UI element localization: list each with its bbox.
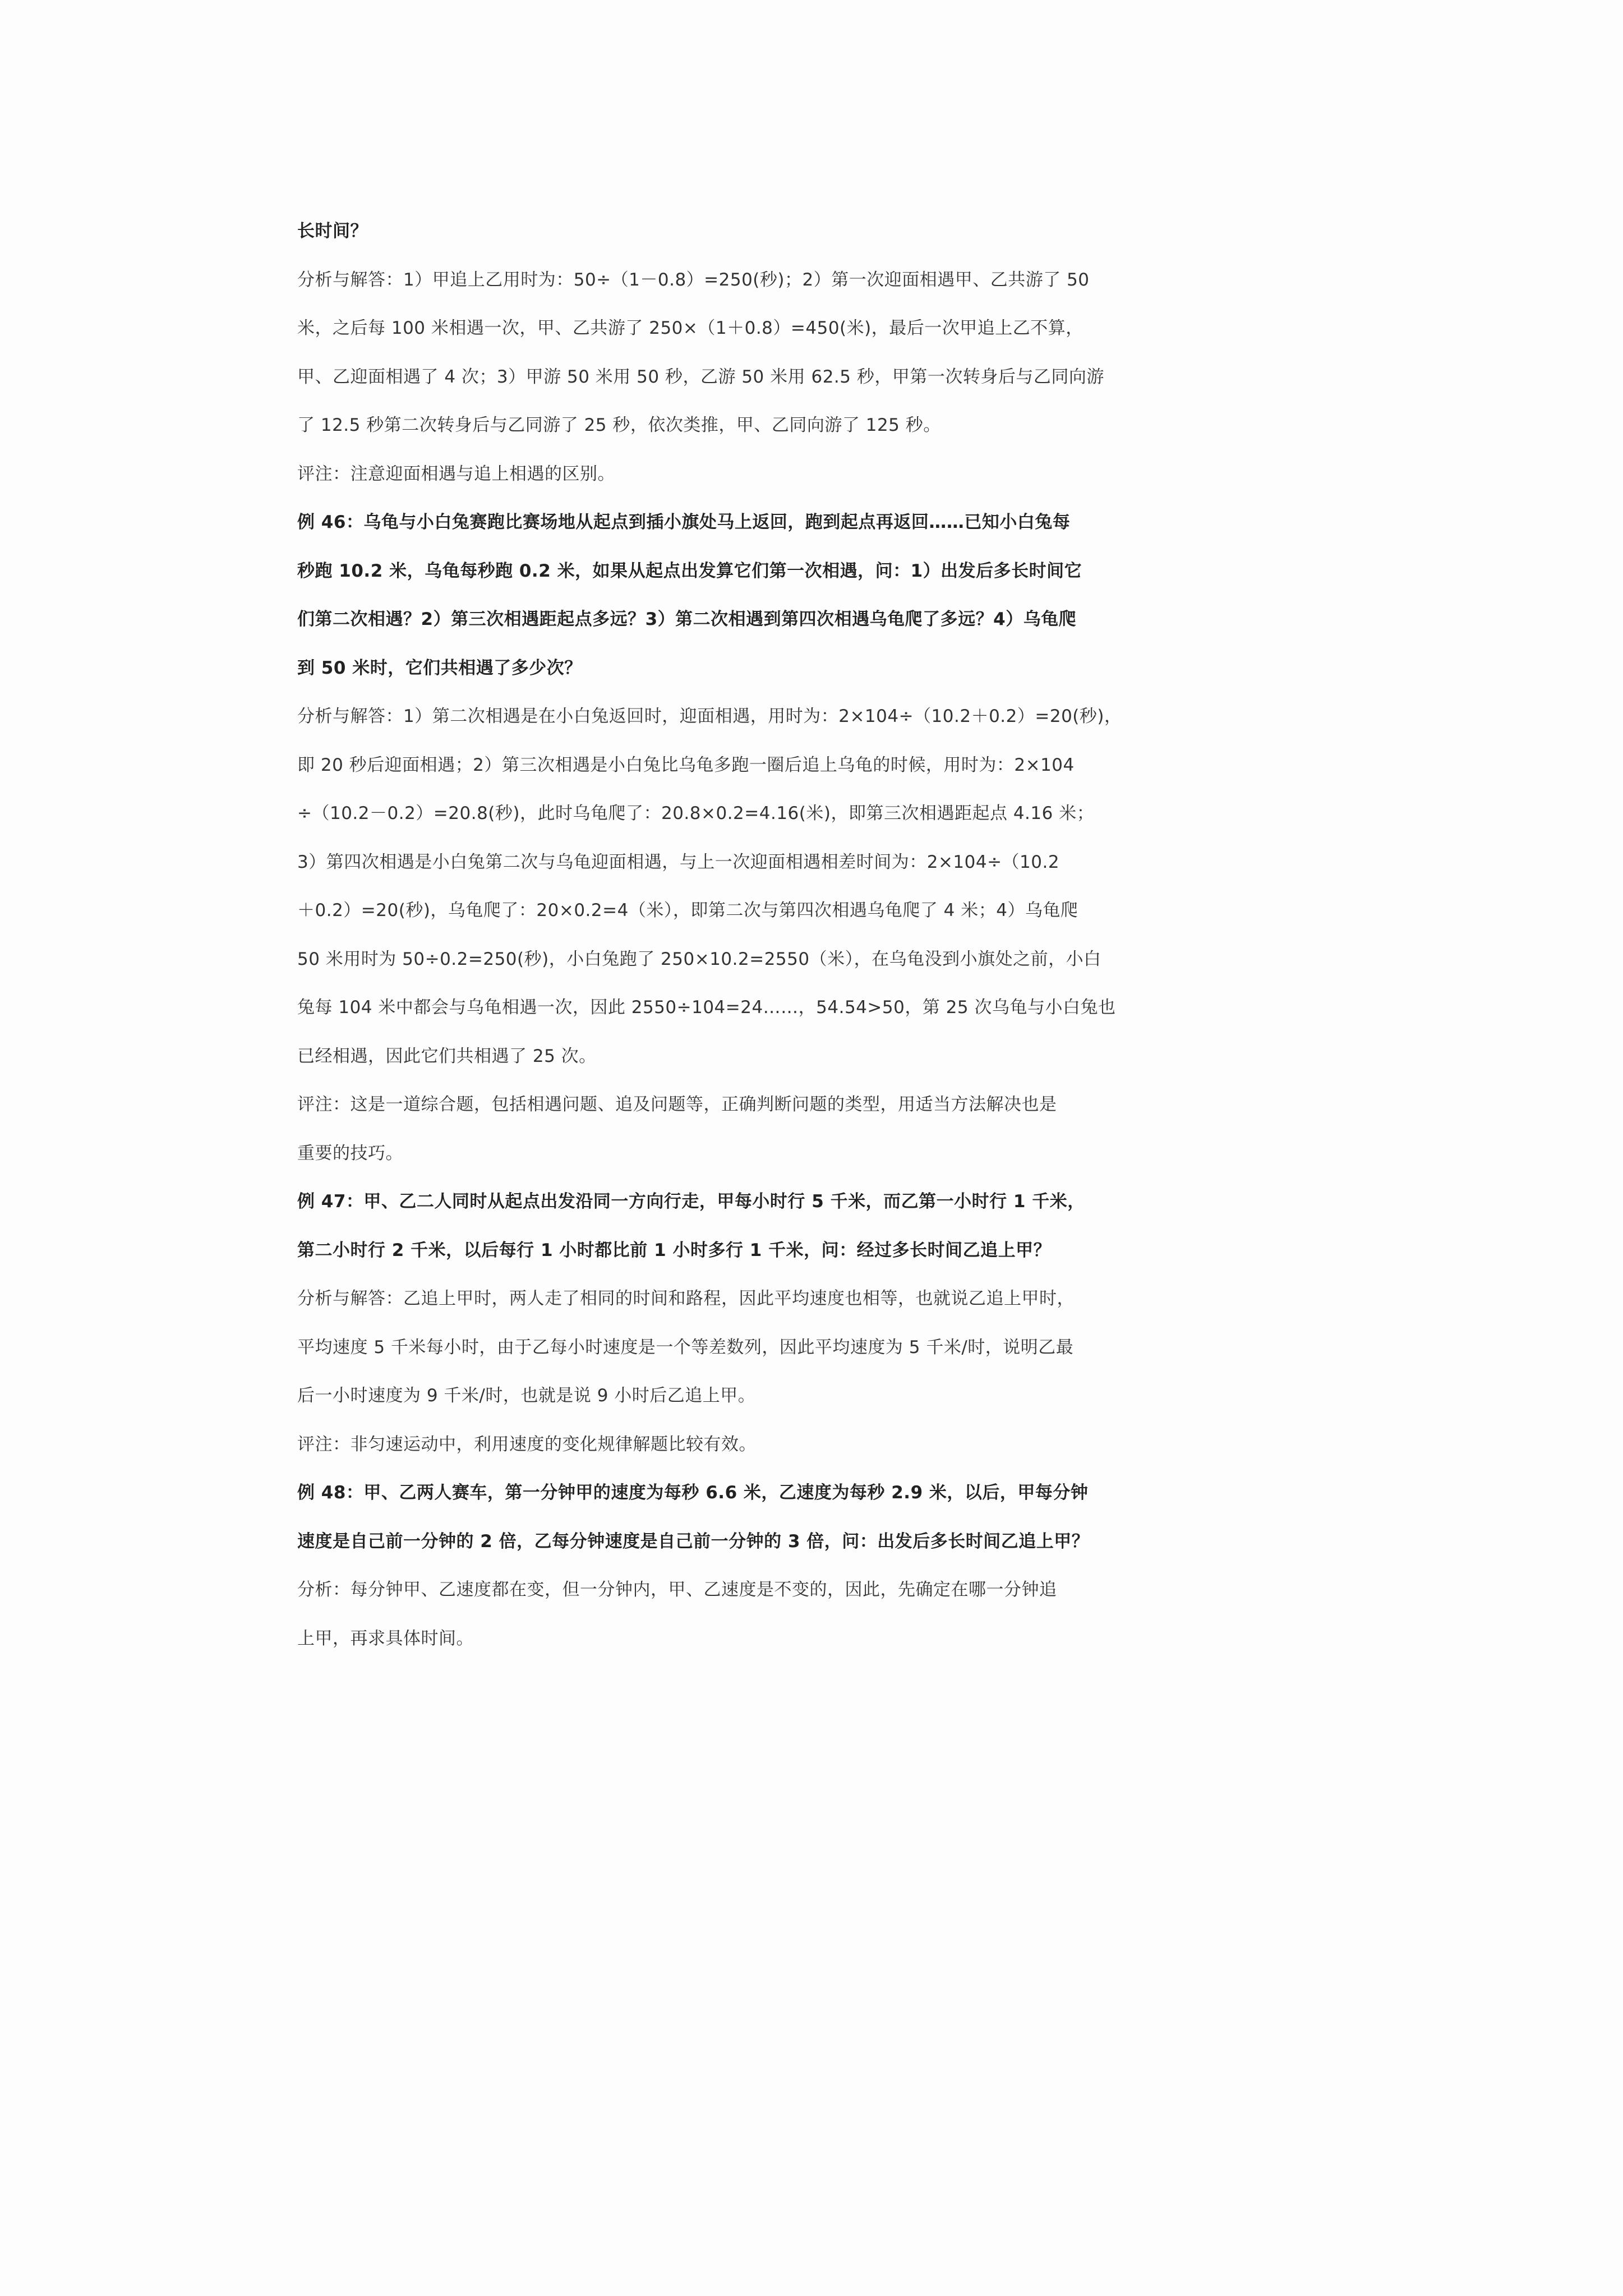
- text-line: 甲、乙迎面相遇了 4 次；3）甲游 50 米用 50 秒，乙游 50 米用 62.5 秒，甲第一次转身后与乙同向游: [297, 367, 1104, 387]
- text-line: 米，之后每 100 米相遇一次，甲、乙共游了 250×（1＋0.8）=450(米)，最后一次甲追上乙不算，: [297, 318, 1083, 338]
- text-line: 兔每 104 米中都会与乌龟相遇一次，因此 2550÷104=24……，54.54>50，第 25 次乌龟与小白兔也: [297, 997, 1116, 1018]
- text-line: 长时间？: [297, 221, 368, 241]
- text-line: 评注：这是一道综合题，包括相遇问题、追及问题等，正确判断问题的类型，用适当方法解决也是: [297, 1094, 1057, 1115]
- text-line: 分析：每分钟甲、乙速度都在变，但一分钟内，甲、乙速度是不变的，因此，先确定在哪一分钟追: [297, 1580, 1057, 1600]
- text-line: 秒跑 10.2 米，乌龟每秒跑 0.2 米，如果从起点出发算它们第一次相遇，问：1）出发后多长时间它: [297, 561, 1082, 581]
- text-line: 了 12.5 秒第二次转身后与乙同游了 25 秒，依次类推，甲、乙同向游了 125 秒。: [297, 415, 941, 435]
- text-line: 第二小时行 2 千米，以后每行 1 小时都比前 1 小时多行 1 千米，问：经过多长时间乙追上甲？: [297, 1240, 1052, 1260]
- text-line: 评注：注意迎面相遇与追上相遇的区别。: [297, 464, 615, 484]
- text-line: 50 米用时为 50÷0.2=250(秒)，小白兔跑了 250×10.2=2550（米），在乌龟没到小旗处之前，小白: [297, 949, 1101, 969]
- text-line: 即 20 秒后迎面相遇；2）第三次相遇是小白兔比乌龟多跑一圈后追上乌龟的时候，用时为：2×104: [297, 755, 1075, 775]
- text-line: 评注：非匀速运动中，利用速度的变化规律解题比较有效。: [297, 1434, 757, 1455]
- text-line: 到 50 米时，它们共相遇了多少次？: [297, 658, 582, 678]
- text-line: 后一小时速度为 9 千米/时，也就是说 9 小时后乙追上甲。: [297, 1386, 756, 1406]
- text-line: ÷（10.2－0.2）=20.8(秒)，此时乌龟爬了：20.8×0.2=4.16(米)，即第三次相遇距起点 4.16 米；: [297, 803, 1095, 823]
- text-line: 分析与解答：1）甲追上乙用时为：50÷（1－0.8）=250(秒)；2）第一次迎面相遇甲、乙共游了 50: [297, 270, 1090, 290]
- text-line: 平均速度 5 千米每小时，由于乙每小时速度是一个等差数列，因此平均速度为 5 千米/时，说明乙最: [297, 1337, 1074, 1358]
- text-line: 们第二次相遇？2）第三次相遇距起点多远？3）第二次相遇到第四次相遇乌龟爬了多远？4）乌龟爬: [297, 609, 1077, 629]
- text-line: 分析与解答：1）第二次相遇是在小白兔返回时，迎面相遇，用时为：2×104÷（10.2＋0.2）=20(秒)，: [297, 706, 1122, 726]
- text-line: 速度是自己前一分钟的 2 倍，乙每分钟速度是自己前一分钟的 3 倍，问：出发后多长时间乙追上甲？: [297, 1531, 1090, 1552]
- text-line: 例 47：甲、乙二人同时从起点出发沿同一方向行走，甲每小时行 5 千米，而乙第一小时行 1 千米，: [297, 1191, 1085, 1212]
- text-line: 重要的技巧。: [297, 1143, 403, 1163]
- text-line: 已经相遇，因此它们共相遇了 25 次。: [297, 1046, 597, 1066]
- text-line: 例 48：甲、乙两人赛车，第一分钟甲的速度为每秒 6.6 米，乙速度为每秒 2.9 米，以后，甲每分钟: [297, 1483, 1089, 1503]
- text-line: 3）第四次相遇是小白兔第二次与乌龟迎面相遇，与上一次迎面相遇相差时间为：2×104÷（10.2: [297, 852, 1060, 872]
- text-line: 例 46：乌龟与小白兔赛跑比赛场地从起点到插小旗处马上返回，跑到起点再返回……已知小白兔每: [297, 512, 1071, 532]
- text-line: 分析与解答：乙追上甲时，两人走了相同的时间和路程，因此平均速度也相等，也就说乙追上甲时，: [297, 1289, 1075, 1309]
- text-line: ＋0.2）=20(秒)，乌龟爬了：20×0.2=4（米），即第二次与第四次相遇乌龟爬了 4 米；4）乌龟爬: [297, 900, 1078, 921]
- text-line: 上甲，再求具体时间。: [297, 1628, 474, 1649]
